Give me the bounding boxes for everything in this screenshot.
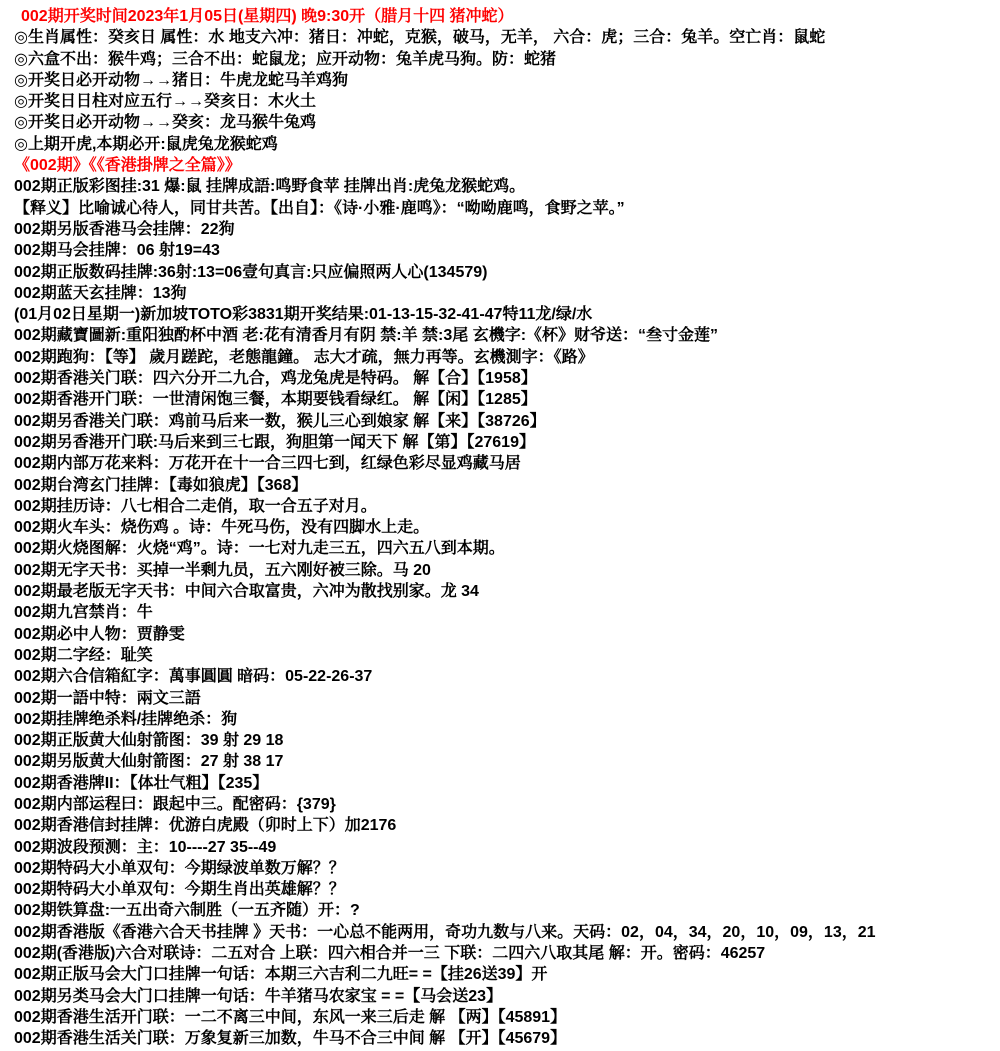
info-line: 002期开奖时间2023年1月05日(星期四) 晚9:30开（腊月十四 猪冲蛇） bbox=[21, 8, 514, 25]
info-line: 002期火烧图解：火烧“鸡”。诗：一七对九走三五，四六五八到本期。 bbox=[14, 540, 505, 558]
info-line: 002期正版数码挂牌:36射:13=06壹句真言:只应偏照两人心(134579) bbox=[14, 263, 488, 281]
info-line: 002期跑狗：【等】 歲月蹉跎，老態龍鐘。 志大才疏，無力再等。玄機測字：《路》 bbox=[14, 348, 594, 366]
info-line: ◎开奖日日柱对应五行→→癸亥日：木火土 bbox=[14, 93, 316, 111]
info-line: 002期波段预测：主：10----27 35--49 bbox=[14, 838, 277, 856]
info-line: 002期九宫禁肖：牛 bbox=[14, 604, 153, 622]
info-line: 002期香港生活开门联：一二不离三中间，东风一来三后走 解 【两】【45891】 bbox=[14, 1008, 567, 1026]
info-line: 002期香港关门联：四六分开二九合，鸡龙兔虎是特码。 解【合】【1958】 bbox=[14, 370, 537, 388]
info-line: 002期马会挂牌：06 射19=43 bbox=[14, 242, 220, 260]
info-line: 002期另香港关门联：鸡前马后来一数，猴儿三心到娘家 解【来】【38726】 bbox=[14, 412, 546, 430]
info-line: ◎开奖日必开动物→→猪日：牛虎龙蛇马羊鸡狗 bbox=[14, 71, 348, 89]
info-line: ◎六盒不出：猴牛鸡；三合不出：蛇鼠龙；应开动物：兔羊虎马狗。防：蛇猪 bbox=[14, 50, 556, 68]
info-line: 002期另版香港马会挂牌：22狗 bbox=[14, 220, 235, 238]
info-line: 《002期》《《香港掛牌之全篇》》 bbox=[14, 157, 241, 175]
info-line: 002期铁算盘:一五出奇六制胜（一五齐随）开：? bbox=[14, 902, 360, 920]
info-line: 002期香港信封挂牌：优游白虎殿（卯时上下）加2176 bbox=[14, 817, 397, 835]
info-line: 002期特码大小单双句：今期绿波单数万解？？ bbox=[14, 859, 345, 877]
info-line: 002期最老版无字天书：中间六合取富贵，六冲为散找别家。龙 34 bbox=[14, 583, 479, 601]
info-line: 002期六合信箱紅字：萬事圓圓 暗码：05-22-26-37 bbox=[14, 668, 373, 686]
info-line: 002期必中人物：贾静雯 bbox=[14, 625, 185, 643]
info-line: 002期(香港版)六合对联诗：二五对合 上联：四六相合并一三 下联：二四六八取其尾 解：开。密码：46257 bbox=[14, 945, 766, 963]
info-line: 002期另类马会大门口挂牌一句话：牛羊猪马农家宝 = =【马会送23】 bbox=[14, 987, 503, 1005]
info-line: 002期另版黄大仙射箭图：27 射 38 17 bbox=[14, 753, 284, 771]
info-line: 002期二字经：耻笑 bbox=[14, 646, 153, 664]
info-line: 002期内部运程曰：跟起中三。配密码：{379} bbox=[14, 795, 336, 813]
info-line: 002期内部万花来料：万花开在十一合三四七到，红绿色彩尽显鸡藏马居 bbox=[14, 455, 521, 473]
info-line: 002期蓝天玄挂牌：13狗 bbox=[14, 284, 187, 302]
info-line: 002期一語中特：兩文三語 bbox=[14, 689, 201, 707]
info-line: 【释义】比喻诚心待人，同甘共苦。【出自】：《诗·小雅·鹿鸣》：“呦呦鹿鸣，食野之苹。” bbox=[14, 199, 625, 217]
info-line: ◎上期开虎,本期必开:鼠虎兔龙猴蛇鸡 bbox=[14, 135, 278, 153]
info-line: 002期火车头：烧伤鸡 。诗：牛死马伤，没有四脚水上走。 bbox=[14, 519, 430, 537]
info-line: 002期挂牌绝杀料/挂牌绝杀：狗 bbox=[14, 710, 238, 728]
info-line: 002期藏寶圖新:重阳独酌杯中酒 老:花有清香月有阴 禁:羊 禁:3尾 玄機字:《杯》财爷送：“叁寸金莲” bbox=[14, 327, 719, 345]
info-line: 002期香港开门联：一世清闲饱三餐，本期要钱看绿红。 解【闲】【1285】 bbox=[14, 391, 537, 409]
info-line: 002期特码大小单双句：今期生肖出英雄解？？ bbox=[14, 881, 345, 899]
info-line: 002期正版黄大仙射箭图：39 射 29 18 bbox=[14, 732, 284, 750]
info-line: 002期香港牌II：【体壮气粗】【235】 bbox=[14, 774, 269, 792]
lottery-tips-line-list bbox=[14, 6, 996, 1050]
info-line: (01月02日星期一)新加坡TOTO彩3831期开奖结果:01-13-15-32-41-47特11龙/绿/水 bbox=[14, 306, 593, 324]
info-line: 002期台湾玄门挂牌：【毒如狼虎】【368】 bbox=[14, 476, 308, 494]
info-line: ◎生肖属性：癸亥日 属性：水 地支六冲：猪日：冲蛇，克猴，破马，无羊， 六合：虎；三合：兔羊。空亡肖：鼠蛇 bbox=[14, 29, 826, 47]
info-line: 002期挂历诗：八七相合二走俏，取一合五子对月。 bbox=[14, 497, 377, 515]
info-line: 002期香港版《香港六合天书挂牌 》天书：一心总不能两用，奇功九数与八来。天码：02，04，34，20，10，09，13，21 bbox=[14, 923, 876, 941]
info-line: 002期无字天书：买掉一半剩九员，五六刚好被三除。马 20 bbox=[14, 561, 431, 579]
info-line: ◎开奖日必开动物→→癸亥：龙马猴牛兔鸡 bbox=[14, 114, 316, 132]
info-line: 002期香港生活关门联：万象复新三加数，牛马不合三中间 解 【开】【45679】 bbox=[14, 1030, 567, 1048]
info-line: 002期另香港开门联:马后来到三七跟，狗胆第一闻天下 解【第】【27619】 bbox=[14, 433, 535, 451]
info-line: 002期正版马会大门口挂牌一句话：本期三六吉利二九旺= =【挂26送39】开 bbox=[14, 966, 548, 984]
info-line: 002期正版彩图挂:31 爆:鼠 挂牌成語:鸣野食苹 挂牌出肖:虎兔龙猴蛇鸡。 bbox=[14, 178, 526, 196]
